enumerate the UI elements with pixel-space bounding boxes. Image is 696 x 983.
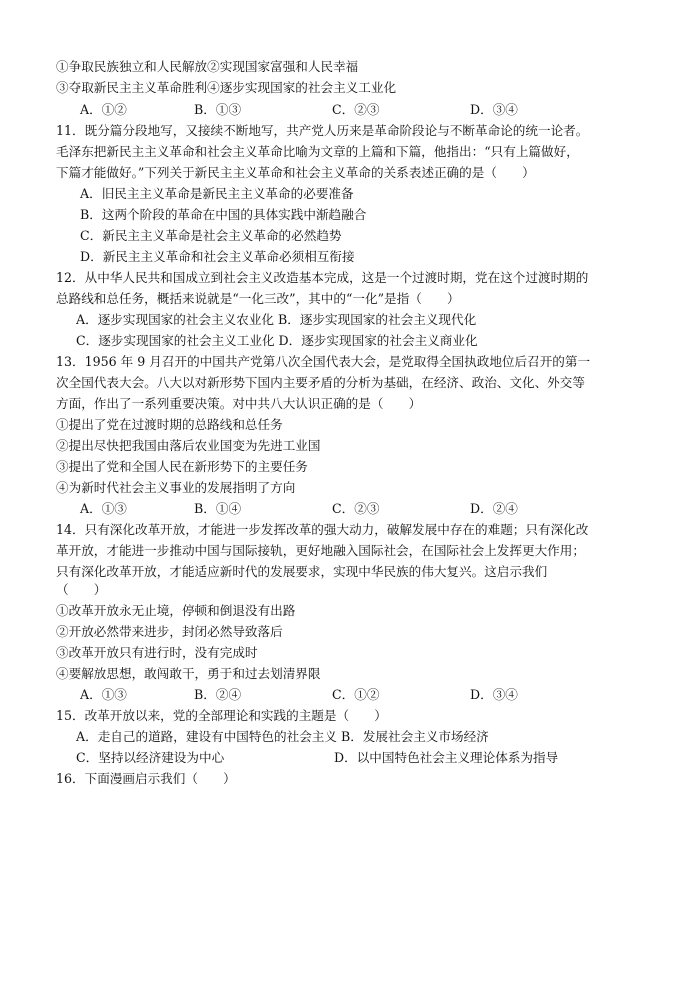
q13-stem-line-1: 13．1956 年 9 月召开的中国共产党第八次全国代表大会，是党取得全国执政地位后召开的第一	[56, 354, 591, 369]
q10-option-c[interactable]: C．②③	[332, 102, 380, 117]
q14-option-d[interactable]: D．③④	[470, 687, 518, 702]
q11-option-b[interactable]: B．这两个阶段的革命在中国的具体实践中渐趋融合	[80, 207, 367, 222]
q11-stem-line-2: 毛泽东把新民主主义革命和社会主义革命比喻为文章的上篇和下篇，他指出：“只有上篇做好，	[56, 144, 579, 159]
q13-option-c[interactable]: C．②③	[332, 501, 380, 516]
q13-stem-line-3: 方面，作出了一系列重要决策。对中共八大认识正确的是（ ）	[56, 396, 422, 411]
q10-statement-1-2: ①争取民族独立和人民解放②实现国家富强和人民幸福	[56, 59, 359, 74]
q14-statement-1: ①改革开放永无止境，停顿和倒退没有出路	[56, 603, 296, 618]
q14-stem-line-3: 只有深化改革开放，才能适应新时代的发展要求，实现中华民族的伟大复兴。这启示我们	[56, 564, 548, 579]
q14-option-b[interactable]: B．②④	[194, 687, 242, 702]
q15-options-ab[interactable]: A．走自己的道路，建设有中国特色的社会主义 B．发展社会主义市场经济	[76, 729, 489, 744]
q13-statement-1: ①提出了党在过渡时期的总路线和总任务	[56, 417, 283, 432]
q10-option-b[interactable]: B．①③	[194, 102, 242, 117]
q11-stem-line-1: 11．既分篇分段地写，又接续不断地写，共产党人历来是革命阶段论与不断革命论的统一论者。	[56, 123, 589, 138]
q11-option-d[interactable]: D．新民主主义革命和社会主义革命必须相互衔接	[80, 249, 355, 264]
q13-stem-line-2: 次全国代表大会。八大以对新形势下国内主要矛盾的分析为基础，在经济、政治、文化、外交等	[56, 375, 585, 390]
q14-statement-2: ②开放必然带来进步，封闭必然导致落后	[56, 624, 283, 639]
q14-stem-line-2: 革开放，才能进一步推动中国与国际接轨，更好地融入国际社会，在国际社会上发挥更大作用；	[56, 543, 585, 558]
q12-options-ab[interactable]: A．逐步实现国家的社会主义农业化 B．逐步实现国家的社会主义现代化	[76, 312, 477, 327]
q13-option-a[interactable]: A．①③	[80, 501, 127, 516]
q14-option-a[interactable]: A．①③	[80, 687, 127, 702]
q13-option-b[interactable]: B．①④	[194, 501, 242, 516]
q14-option-c[interactable]: C．①②	[332, 687, 380, 702]
q14-stem-line-4: （ ）	[56, 582, 107, 597]
q13-statement-4: ④为新时代社会主义事业的发展指明了方向	[56, 480, 296, 495]
q14-statement-3: ③改革开放只有进行时，没有完成时	[56, 645, 258, 660]
q15-option-d[interactable]: D．以中国特色社会主义理论体系为指导	[334, 750, 559, 765]
q13-statement-3: ③提出了党和全国人民在新形势下的主要任务	[56, 459, 308, 474]
q14-statement-4: ④要解放思想，敢闯敢干，勇于和过去划清界限	[56, 666, 321, 681]
q11-option-a[interactable]: A．旧民主主义革命是新民主主义革命的必要准备	[80, 186, 354, 201]
q12-stem-line-1: 12．从中华人民共和国成立到社会主义改造基本完成，这是一个过渡时期，党在这个过渡时期的	[56, 270, 589, 285]
q12-stem-line-2: 总路线和总任务，概括来说就是“一化三改”，其中的“一化”是指（ ）	[56, 291, 460, 306]
q12-options-cd[interactable]: C．逐步实现国家的社会主义工业化 D．逐步实现国家的社会主义商业化	[76, 333, 478, 348]
q10-statement-3-4: ③夺取新民主主义革命胜利④逐步实现国家的社会主义工业化	[56, 80, 397, 95]
q10-option-d[interactable]: D．③④	[470, 102, 518, 117]
q14-stem-line-1: 14．只有深化改革开放，才能进一步发挥改革的强大动力，破解发展中存在的难题；只有深化改	[56, 522, 589, 537]
q13-statement-2: ②提出尽快把我国由落后农业国变为先进工业国	[56, 438, 321, 453]
q13-option-d[interactable]: D．②④	[470, 501, 518, 516]
q15-option-c[interactable]: C．坚持以经济建设为中心	[76, 750, 225, 765]
q10-option-a[interactable]: A．①②	[80, 102, 127, 117]
q15-stem: 15．改革开放以来，党的全部理论和实践的主题是（ ）	[56, 708, 387, 723]
q11-option-c[interactable]: C．新民主主义革命是社会主义革命的必然趋势	[80, 228, 342, 243]
q11-stem-line-3: 下篇才能做好。”下列关于新民主主义革命和社会主义革命的关系表述正确的是（ ）	[56, 165, 535, 180]
q16-stem: 16．下面漫画启示我们（ ）	[56, 771, 236, 786]
